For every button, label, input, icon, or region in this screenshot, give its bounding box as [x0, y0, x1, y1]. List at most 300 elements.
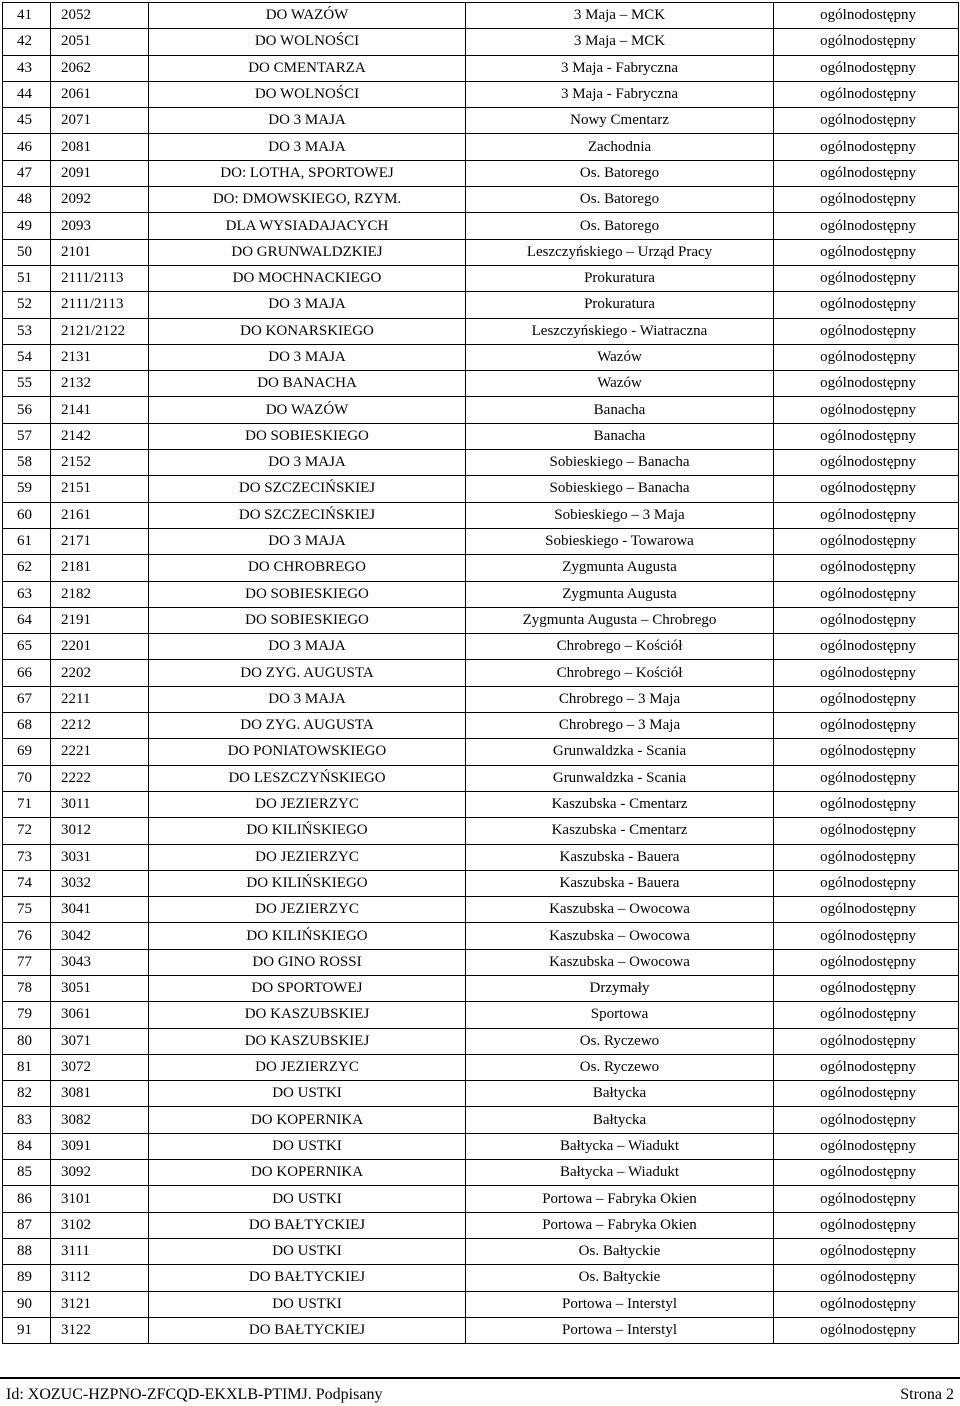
- stop-code-cell: 2202: [51, 660, 149, 686]
- direction-cell: DO 3 MAJA: [149, 634, 466, 660]
- access-status-cell: ogólnodostępny: [774, 975, 959, 1001]
- stop-code-cell: 2092: [51, 187, 149, 213]
- row-number-cell: 65: [3, 634, 51, 660]
- row-number-cell: 75: [3, 897, 51, 923]
- stop-code-cell: 3031: [51, 844, 149, 870]
- direction-cell: DO WAZÓW: [149, 3, 466, 29]
- stop-code-cell: 3102: [51, 1212, 149, 1238]
- stop-name-cell: Zygmunta Augusta: [466, 581, 774, 607]
- direction-cell: DO KILIŃSKIEGO: [149, 923, 466, 949]
- row-number-cell: 78: [3, 975, 51, 1001]
- row-number-cell: 73: [3, 844, 51, 870]
- access-status-cell: ogólnodostępny: [774, 818, 959, 844]
- stop-code-cell: 3082: [51, 1107, 149, 1133]
- direction-cell: DO: DMOWSKIEGO, RZYM.: [149, 187, 466, 213]
- access-status-cell: ogólnodostępny: [774, 1002, 959, 1028]
- row-number-cell: 44: [3, 81, 51, 107]
- direction-cell: DO MOCHNACKIEGO: [149, 265, 466, 291]
- stop-name-cell: Prokuratura: [466, 292, 774, 318]
- stop-code-cell: 2131: [51, 344, 149, 370]
- direction-cell: DO 3 MAJA: [149, 450, 466, 476]
- stop-code-cell: 3041: [51, 897, 149, 923]
- stop-name-cell: Os. Batorego: [466, 160, 774, 186]
- stop-name-cell: Kaszubska - Cmentarz: [466, 791, 774, 817]
- row-number-cell: 71: [3, 791, 51, 817]
- stop-code-cell: 2201: [51, 634, 149, 660]
- table-row: [3, 1160, 959, 1186]
- access-status-cell: ogólnodostępny: [774, 134, 959, 160]
- stop-name-cell: Nowy Cmentarz: [466, 108, 774, 134]
- row-number-cell: 45: [3, 108, 51, 134]
- direction-cell: DO JEZIERZYC: [149, 1054, 466, 1080]
- stop-code-cell: 2181: [51, 555, 149, 581]
- table-row: [3, 81, 959, 107]
- stop-code-cell: 2051: [51, 29, 149, 55]
- row-number-cell: 51: [3, 265, 51, 291]
- table-row: [3, 607, 959, 633]
- stop-name-cell: Zygmunta Augusta – Chrobrego: [466, 607, 774, 633]
- row-number-cell: 70: [3, 765, 51, 791]
- table-row: [3, 213, 959, 239]
- direction-cell: DO KILIŃSKIEGO: [149, 870, 466, 896]
- page-number: Strona 2: [900, 1386, 954, 1403]
- stop-code-cell: 2093: [51, 213, 149, 239]
- table-row: [3, 265, 959, 291]
- stop-code-cell: 2081: [51, 134, 149, 160]
- direction-cell: DO 3 MAJA: [149, 344, 466, 370]
- stop-name-cell: Bałtycka – Wiadukt: [466, 1133, 774, 1159]
- row-number-cell: 61: [3, 528, 51, 554]
- access-status-cell: ogólnodostępny: [774, 739, 959, 765]
- row-number-cell: 79: [3, 1002, 51, 1028]
- row-number-cell: 72: [3, 818, 51, 844]
- stop-code-cell: 2142: [51, 423, 149, 449]
- access-status-cell: ogólnodostępny: [774, 1317, 959, 1343]
- stop-code-cell: 3091: [51, 1133, 149, 1159]
- table-row: [3, 739, 959, 765]
- access-status-cell: ogólnodostępny: [774, 1081, 959, 1107]
- table-row: [3, 3, 959, 29]
- row-number-cell: 67: [3, 686, 51, 712]
- access-status-cell: ogólnodostępny: [774, 160, 959, 186]
- table-row: [3, 897, 959, 923]
- stop-code-cell: 2151: [51, 476, 149, 502]
- stop-name-cell: Zachodnia: [466, 134, 774, 160]
- row-number-cell: 47: [3, 160, 51, 186]
- table-row: [3, 818, 959, 844]
- stop-code-cell: 3081: [51, 1081, 149, 1107]
- stop-name-cell: Wazów: [466, 371, 774, 397]
- table-row: [3, 634, 959, 660]
- table-row: [3, 791, 959, 817]
- row-number-cell: 91: [3, 1317, 51, 1343]
- table-row: [3, 29, 959, 55]
- access-status-cell: ogólnodostępny: [774, 476, 959, 502]
- stop-name-cell: Portowa – Interstyl: [466, 1317, 774, 1343]
- table-row: [3, 1028, 959, 1054]
- table-row: [3, 975, 959, 1001]
- bus-stops-table: [2, 2, 959, 1344]
- stop-code-cell: 3012: [51, 818, 149, 844]
- stop-name-cell: Sobieskiego – Banacha: [466, 476, 774, 502]
- access-status-cell: ogólnodostępny: [774, 108, 959, 134]
- direction-cell: DO KILIŃSKIEGO: [149, 818, 466, 844]
- row-number-cell: 53: [3, 318, 51, 344]
- direction-cell: DO SOBIESKIEGO: [149, 581, 466, 607]
- stop-code-cell: 2061: [51, 81, 149, 107]
- stop-name-cell: 3 Maja – MCK: [466, 3, 774, 29]
- row-number-cell: 59: [3, 476, 51, 502]
- table-row: [3, 1317, 959, 1343]
- stop-code-cell: 2222: [51, 765, 149, 791]
- stop-name-cell: 3 Maja - Fabryczna: [466, 55, 774, 81]
- access-status-cell: ogólnodostępny: [774, 3, 959, 29]
- direction-cell: DO KASZUBSKIEJ: [149, 1002, 466, 1028]
- direction-cell: DO SZCZECIŃSKIEJ: [149, 476, 466, 502]
- stop-code-cell: 2052: [51, 3, 149, 29]
- access-status-cell: ogólnodostępny: [774, 239, 959, 265]
- stop-name-cell: Portowa – Fabryka Okien: [466, 1212, 774, 1238]
- access-status-cell: ogólnodostępny: [774, 923, 959, 949]
- access-status-cell: ogólnodostępny: [774, 765, 959, 791]
- table-row: [3, 528, 959, 554]
- row-number-cell: 68: [3, 713, 51, 739]
- direction-cell: DO SZCZECIŃSKIEJ: [149, 502, 466, 528]
- row-number-cell: 48: [3, 187, 51, 213]
- row-number-cell: 77: [3, 949, 51, 975]
- row-number-cell: 82: [3, 1081, 51, 1107]
- access-status-cell: ogólnodostępny: [774, 1212, 959, 1238]
- stop-name-cell: Grunwaldzka - Scania: [466, 765, 774, 791]
- table-row: [3, 450, 959, 476]
- stop-name-cell: Chrobrego – Kościół: [466, 634, 774, 660]
- access-status-cell: ogólnodostępny: [774, 1186, 959, 1212]
- stop-code-cell: 3061: [51, 1002, 149, 1028]
- row-number-cell: 86: [3, 1186, 51, 1212]
- stop-code-cell: 3042: [51, 923, 149, 949]
- row-number-cell: 76: [3, 923, 51, 949]
- table-body: [3, 3, 959, 1344]
- table-row: [3, 870, 959, 896]
- stop-code-cell: 3032: [51, 870, 149, 896]
- table-row: [3, 502, 959, 528]
- stop-name-cell: Os. Ryczewo: [466, 1028, 774, 1054]
- access-status-cell: ogólnodostępny: [774, 844, 959, 870]
- access-status-cell: ogólnodostępny: [774, 1028, 959, 1054]
- table-row: [3, 1186, 959, 1212]
- row-number-cell: 80: [3, 1028, 51, 1054]
- stop-name-cell: Os. Batorego: [466, 213, 774, 239]
- direction-cell: DO SPORTOWEJ: [149, 975, 466, 1001]
- stop-code-cell: 3071: [51, 1028, 149, 1054]
- direction-cell: DO USTKI: [149, 1291, 466, 1317]
- stop-code-cell: 2191: [51, 607, 149, 633]
- direction-cell: DO WOLNOŚCI: [149, 29, 466, 55]
- stop-name-cell: Bałtycka – Wiadukt: [466, 1160, 774, 1186]
- direction-cell: DO 3 MAJA: [149, 528, 466, 554]
- stop-name-cell: Bałtycka: [466, 1107, 774, 1133]
- stop-name-cell: Grunwaldzka - Scania: [466, 739, 774, 765]
- access-status-cell: ogólnodostępny: [774, 55, 959, 81]
- access-status-cell: ogólnodostępny: [774, 1291, 959, 1317]
- row-number-cell: 64: [3, 607, 51, 633]
- stop-code-cell: 3072: [51, 1054, 149, 1080]
- stop-code-cell: 3051: [51, 975, 149, 1001]
- access-status-cell: ogólnodostępny: [774, 791, 959, 817]
- table-row: [3, 1054, 959, 1080]
- direction-cell: DO SOBIESKIEGO: [149, 423, 466, 449]
- direction-cell: DO USTKI: [149, 1238, 466, 1264]
- stop-name-cell: Drzymały: [466, 975, 774, 1001]
- stop-name-cell: Bałtycka: [466, 1081, 774, 1107]
- table-row: [3, 923, 959, 949]
- stop-name-cell: Chrobrego – 3 Maja: [466, 686, 774, 712]
- row-number-cell: 85: [3, 1160, 51, 1186]
- access-status-cell: ogólnodostępny: [774, 213, 959, 239]
- access-status-cell: ogólnodostępny: [774, 292, 959, 318]
- stop-name-cell: Kaszubska - Bauera: [466, 844, 774, 870]
- stop-code-cell: 2221: [51, 739, 149, 765]
- row-number-cell: 46: [3, 134, 51, 160]
- stop-code-cell: 3101: [51, 1186, 149, 1212]
- stop-code-cell: 2111/2113: [51, 292, 149, 318]
- direction-cell: DO BAŁTYCKIEJ: [149, 1265, 466, 1291]
- direction-cell: DO BANACHA: [149, 371, 466, 397]
- row-number-cell: 74: [3, 870, 51, 896]
- stop-name-cell: Sobieskiego - Towarowa: [466, 528, 774, 554]
- stop-name-cell: Banacha: [466, 397, 774, 423]
- table-row: [3, 765, 959, 791]
- direction-cell: DO KASZUBSKIEJ: [149, 1028, 466, 1054]
- table-row: [3, 292, 959, 318]
- stop-code-cell: 2141: [51, 397, 149, 423]
- access-status-cell: ogólnodostępny: [774, 1238, 959, 1264]
- row-number-cell: 49: [3, 213, 51, 239]
- stop-name-cell: Kaszubska – Owocowa: [466, 949, 774, 975]
- direction-cell: DO 3 MAJA: [149, 292, 466, 318]
- table-row: [3, 581, 959, 607]
- access-status-cell: ogólnodostępny: [774, 397, 959, 423]
- stop-code-cell: 3121: [51, 1291, 149, 1317]
- stop-name-cell: Os. Ryczewo: [466, 1054, 774, 1080]
- access-status-cell: ogólnodostępny: [774, 1133, 959, 1159]
- access-status-cell: ogólnodostępny: [774, 528, 959, 554]
- document-id: Id: XOZUC-HZPNO-ZFCQD-EKXLB-PTIMJ. Podpisany: [6, 1386, 383, 1403]
- access-status-cell: ogólnodostępny: [774, 1160, 959, 1186]
- direction-cell: DO CMENTARZA: [149, 55, 466, 81]
- direction-cell: DO USTKI: [149, 1133, 466, 1159]
- access-status-cell: ogólnodostępny: [774, 949, 959, 975]
- access-status-cell: ogólnodostępny: [774, 1054, 959, 1080]
- table-row: [3, 55, 959, 81]
- direction-cell: DO WAZÓW: [149, 397, 466, 423]
- direction-cell: DO 3 MAJA: [149, 686, 466, 712]
- direction-cell: DO JEZIERZYC: [149, 844, 466, 870]
- direction-cell: DO BAŁTYCKIEJ: [149, 1317, 466, 1343]
- stop-name-cell: Zygmunta Augusta: [466, 555, 774, 581]
- row-number-cell: 87: [3, 1212, 51, 1238]
- direction-cell: DO BAŁTYCKIEJ: [149, 1212, 466, 1238]
- access-status-cell: ogólnodostępny: [774, 502, 959, 528]
- stop-name-cell: Prokuratura: [466, 265, 774, 291]
- access-status-cell: ogólnodostępny: [774, 265, 959, 291]
- table-row: [3, 844, 959, 870]
- row-number-cell: 81: [3, 1054, 51, 1080]
- stop-name-cell: Portowa – Fabryka Okien: [466, 1186, 774, 1212]
- direction-cell: DO USTKI: [149, 1081, 466, 1107]
- direction-cell: DLA WYSIADAJACYCH: [149, 213, 466, 239]
- stop-name-cell: 3 Maja – MCK: [466, 29, 774, 55]
- row-number-cell: 43: [3, 55, 51, 81]
- access-status-cell: ogólnodostępny: [774, 344, 959, 370]
- table-row: [3, 344, 959, 370]
- table-row: [3, 1238, 959, 1264]
- stop-code-cell: 2062: [51, 55, 149, 81]
- stop-code-cell: 2161: [51, 502, 149, 528]
- table-row: [3, 423, 959, 449]
- row-number-cell: 60: [3, 502, 51, 528]
- stop-code-cell: 2212: [51, 713, 149, 739]
- stop-code-cell: 3092: [51, 1160, 149, 1186]
- stop-code-cell: 2111/2113: [51, 265, 149, 291]
- table-row: [3, 1081, 959, 1107]
- row-number-cell: 66: [3, 660, 51, 686]
- row-number-cell: 57: [3, 423, 51, 449]
- access-status-cell: ogólnodostępny: [774, 1107, 959, 1133]
- stop-name-cell: Leszczyńskiego – Urząd Pracy: [466, 239, 774, 265]
- row-number-cell: 50: [3, 239, 51, 265]
- table-row: [3, 949, 959, 975]
- direction-cell: DO JEZIERZYC: [149, 897, 466, 923]
- row-number-cell: 90: [3, 1291, 51, 1317]
- stop-code-cell: 3122: [51, 1317, 149, 1343]
- stop-code-cell: 3112: [51, 1265, 149, 1291]
- direction-cell: DO USTKI: [149, 1186, 466, 1212]
- access-status-cell: ogólnodostępny: [774, 187, 959, 213]
- table-row: [3, 476, 959, 502]
- row-number-cell: 69: [3, 739, 51, 765]
- direction-cell: DO LESZCZYŃSKIEGO: [149, 765, 466, 791]
- table-row: [3, 134, 959, 160]
- stop-name-cell: Chrobrego – Kościół: [466, 660, 774, 686]
- access-status-cell: ogólnodostępny: [774, 660, 959, 686]
- stop-name-cell: Os. Bałtyckie: [466, 1238, 774, 1264]
- row-number-cell: 41: [3, 3, 51, 29]
- stop-name-cell: Sobieskiego – Banacha: [466, 450, 774, 476]
- stop-name-cell: Leszczyńskiego - Wiatraczna: [466, 318, 774, 344]
- access-status-cell: ogólnodostępny: [774, 29, 959, 55]
- row-number-cell: 63: [3, 581, 51, 607]
- row-number-cell: 56: [3, 397, 51, 423]
- row-number-cell: 54: [3, 344, 51, 370]
- stop-code-cell: 2182: [51, 581, 149, 607]
- table-row: [3, 239, 959, 265]
- direction-cell: DO WOLNOŚCI: [149, 81, 466, 107]
- access-status-cell: ogólnodostępny: [774, 555, 959, 581]
- row-number-cell: 83: [3, 1107, 51, 1133]
- stop-name-cell: Kaszubska - Bauera: [466, 870, 774, 896]
- footer-divider: [0, 1377, 960, 1379]
- stop-code-cell: 3043: [51, 949, 149, 975]
- table-row: [3, 1291, 959, 1317]
- stop-code-cell: 2171: [51, 528, 149, 554]
- stop-name-cell: Sobieskiego – 3 Maja: [466, 502, 774, 528]
- table-row: [3, 713, 959, 739]
- stop-name-cell: Os. Batorego: [466, 187, 774, 213]
- table-row: [3, 108, 959, 134]
- stop-code-cell: 2152: [51, 450, 149, 476]
- access-status-cell: ogólnodostępny: [774, 371, 959, 397]
- table-row: [3, 371, 959, 397]
- table-row: [3, 1107, 959, 1133]
- stop-name-cell: Portowa – Interstyl: [466, 1291, 774, 1317]
- direction-cell: DO: LOTHA, SPORTOWEJ: [149, 160, 466, 186]
- direction-cell: DO JEZIERZYC: [149, 791, 466, 817]
- access-status-cell: ogólnodostępny: [774, 870, 959, 896]
- stop-name-cell: Banacha: [466, 423, 774, 449]
- stop-code-cell: 2101: [51, 239, 149, 265]
- direction-cell: DO KOPERNIKA: [149, 1107, 466, 1133]
- direction-cell: DO CHROBREGO: [149, 555, 466, 581]
- table-row: [3, 187, 959, 213]
- direction-cell: DO SOBIESKIEGO: [149, 607, 466, 633]
- row-number-cell: 84: [3, 1133, 51, 1159]
- stop-name-cell: Kaszubska – Owocowa: [466, 897, 774, 923]
- stop-name-cell: Chrobrego – 3 Maja: [466, 713, 774, 739]
- access-status-cell: ogólnodostępny: [774, 607, 959, 633]
- stop-name-cell: Kaszubska – Owocowa: [466, 923, 774, 949]
- direction-cell: DO KONARSKIEGO: [149, 318, 466, 344]
- stop-code-cell: 2091: [51, 160, 149, 186]
- direction-cell: DO 3 MAJA: [149, 108, 466, 134]
- direction-cell: DO PONIATOWSKIEGO: [149, 739, 466, 765]
- stop-code-cell: 2132: [51, 371, 149, 397]
- table-row: [3, 1133, 959, 1159]
- stop-code-cell: 3111: [51, 1238, 149, 1264]
- direction-cell: DO 3 MAJA: [149, 134, 466, 160]
- table-row: [3, 160, 959, 186]
- row-number-cell: 58: [3, 450, 51, 476]
- row-number-cell: 89: [3, 1265, 51, 1291]
- row-number-cell: 52: [3, 292, 51, 318]
- stop-code-cell: 3011: [51, 791, 149, 817]
- row-number-cell: 62: [3, 555, 51, 581]
- table-row: [3, 1265, 959, 1291]
- access-status-cell: ogólnodostępny: [774, 581, 959, 607]
- access-status-cell: ogólnodostępny: [774, 713, 959, 739]
- table-row: [3, 1002, 959, 1028]
- access-status-cell: ogólnodostępny: [774, 450, 959, 476]
- table-row: [3, 660, 959, 686]
- table-row: [3, 397, 959, 423]
- access-status-cell: ogólnodostępny: [774, 634, 959, 660]
- row-number-cell: 55: [3, 371, 51, 397]
- access-status-cell: ogólnodostępny: [774, 1265, 959, 1291]
- stop-name-cell: 3 Maja - Fabryczna: [466, 81, 774, 107]
- access-status-cell: ogólnodostępny: [774, 423, 959, 449]
- access-status-cell: ogólnodostępny: [774, 318, 959, 344]
- table-row: [3, 686, 959, 712]
- stop-name-cell: Os. Bałtyckie: [466, 1265, 774, 1291]
- table-row: [3, 318, 959, 344]
- table-row: [3, 1212, 959, 1238]
- row-number-cell: 88: [3, 1238, 51, 1264]
- table-row: [3, 555, 959, 581]
- access-status-cell: ogólnodostępny: [774, 81, 959, 107]
- access-status-cell: ogólnodostępny: [774, 686, 959, 712]
- stop-code-cell: 2121/2122: [51, 318, 149, 344]
- stop-code-cell: 2211: [51, 686, 149, 712]
